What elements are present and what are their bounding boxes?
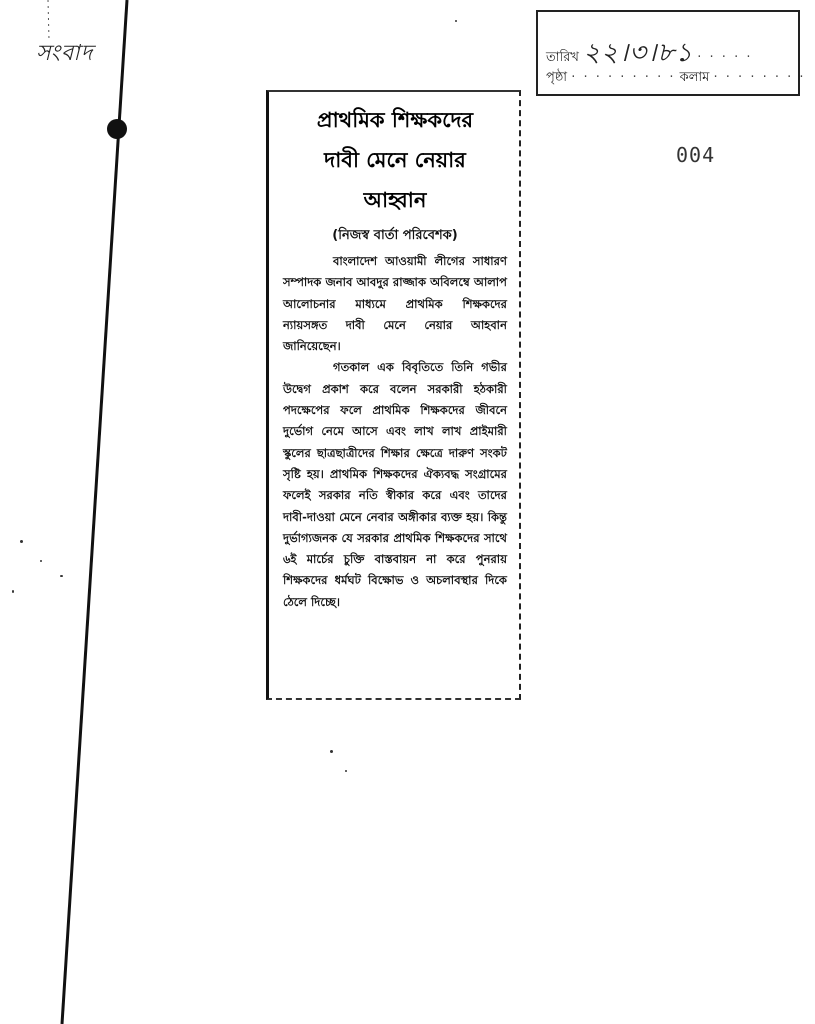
punch-hole — [107, 119, 127, 139]
scan-speck — [60, 575, 63, 577]
date-stamp — [536, 10, 806, 96]
stamp-page-label: পৃষ্ঠা — [546, 70, 568, 85]
article-paragraph: বাংলাদেশ আওয়ামী লীগের সাধারণ সম্পাদক জনাব আবদুর রাজ্জাক অবিলম্বে আলাপ আলোচনার মাধ্যমে প্রাথমিক শিক্ষকদের ন্যায়সঙ্গত দাবী মেনে নেয়ার আহবান জানিয়েছেন। — [283, 254, 507, 354]
scan-speck — [455, 20, 457, 22]
article-headline — [283, 100, 507, 220]
article-paragraph: গতকাল এক বিবৃতিতে তিনি গভীর উদ্বেগ প্রকাশ করে বলেন সরকারী হঠকারী পদক্ষেপের ফলে প্রাথমিক শিক্ষকদের জীবনে দুর্ভোগ নেমে আসে এবং লাখ লাখ প্রাইমারী স্কুলের ছাত্রছাত্রীদের শিক্ষার ক্ষেত্রে দারুণ সংকট সৃষ্টি হয়। প্রাথমিক শিক্ষকদের ঐক্যবদ্ধ সংগ্রামের ফলেই সরকার নতি স্বীকার করে এবং তাদের দাবী-দাওয়া মেনে নেবার অঙ্গীকার ব্যক্ত হয়। কিন্তু দুর্ভাগ্যজনক যে সরকার প্রাথমিক শিক্ষকদের সাথে ৬ই মার্চের চুক্তি বাস্তবায়ন না করে পুনরায় শিক্ষকদের ধর্মঘট বিক্ষোভ ও অচলাবস্থার দিকে ঠেলে দিচ্ছে। — [283, 360, 507, 609]
headline-line: দাবী মেনে নেয়ার — [324, 147, 466, 172]
newspaper-clipping — [266, 90, 521, 700]
stamp-date-label: তারিখ — [546, 50, 579, 65]
article-byline: (নিজস্ব বার্তা পরিবেশক) — [332, 228, 458, 243]
stamp-page-row — [546, 68, 806, 89]
stamp-column-label: কলাম — [679, 70, 710, 85]
scan-speck — [330, 750, 333, 753]
headline-line: প্রাথমিক শিক্ষকদের — [316, 107, 474, 132]
stamp-date-value: ২২।৩।৮১ — [583, 38, 694, 68]
scan-speck — [40, 560, 42, 562]
stamp-dots: · · · · · · · · — [713, 70, 806, 85]
headline-line: আহ্বান — [363, 187, 427, 212]
scan-speck — [12, 590, 14, 593]
stamp-dots: · · · · · · · · · — [571, 70, 676, 85]
stamp-dots: · · · · · — [697, 50, 753, 65]
scan-speck — [345, 770, 347, 772]
article-body — [283, 251, 507, 613]
file-number: 004 — [676, 143, 716, 167]
handwritten-source-note: সংবাদ — [36, 41, 94, 66]
scan-speck — [20, 540, 23, 543]
